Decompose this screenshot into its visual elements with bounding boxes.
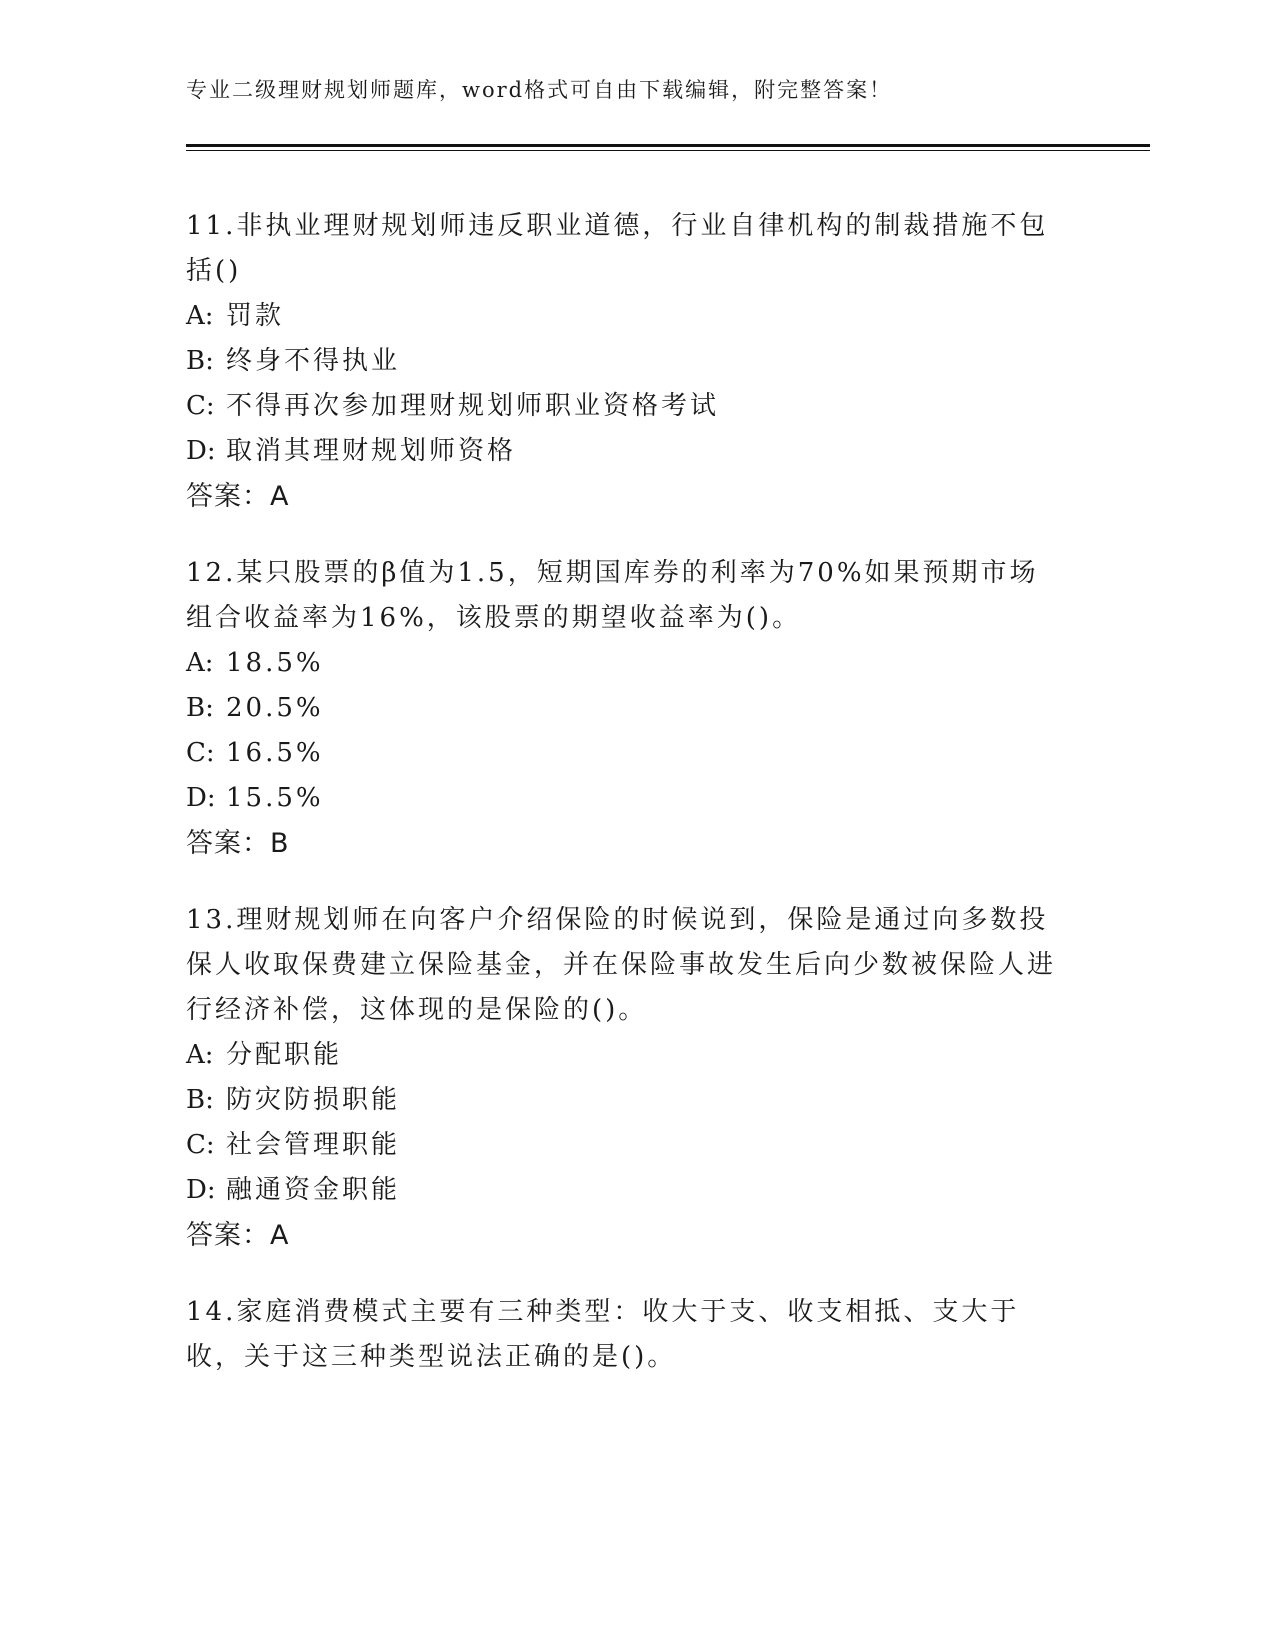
- option-text: 取消其理财规划师资格: [226, 436, 517, 466]
- option-a: [186, 641, 1066, 686]
- option-b: [186, 686, 1066, 731]
- page-header: 专业二级理财规划师题库，word格式可自由下载编辑，附完整答案！: [186, 78, 893, 102]
- option-text: 终身不得执业: [226, 346, 401, 376]
- question-stem: 12.某只股票的β值为1.5，短期国库券的利率为70%如果预期市场组合收益率为16%，该股票的期望收益率为()。: [186, 558, 1039, 633]
- option-b: [186, 1078, 1066, 1123]
- question-list: [186, 204, 1066, 1412]
- option-text: 融通资金职能: [226, 1175, 401, 1205]
- option-text: 防灾防损职能: [226, 1085, 401, 1115]
- option-d: [186, 776, 1066, 821]
- option-a: [186, 294, 1066, 339]
- option-letter: D:: [186, 436, 216, 466]
- option-letter: B:: [186, 1085, 214, 1115]
- option-b: [186, 339, 1066, 384]
- answer-line: 答案：A: [186, 1220, 290, 1251]
- option-letter: A:: [186, 301, 214, 331]
- header-rule-thick: [186, 144, 1150, 147]
- question-13: [186, 898, 1066, 1258]
- option-text: 罚款: [226, 301, 285, 331]
- question-stem: 14.家庭消费模式主要有三种类型：收大于支、收支相抵、支大于收，关于这三种类型说法正确的是()。: [186, 1297, 1020, 1372]
- question-14: [186, 1290, 1066, 1380]
- option-d: [186, 429, 1066, 474]
- option-c: [186, 731, 1066, 776]
- option-text: 16.5%: [226, 738, 324, 768]
- option-letter: D:: [186, 783, 216, 813]
- option-d: [186, 1168, 1066, 1213]
- option-c: [186, 384, 1066, 429]
- answer-line: 答案：B: [186, 828, 290, 859]
- option-text: 不得再次参加理财规划师职业资格考试: [226, 391, 720, 421]
- option-c: [186, 1123, 1066, 1168]
- answer-line: 答案：A: [186, 481, 290, 512]
- question-stem: 11.非执业理财规划师违反职业道德，行业自律机构的制裁措施不包括(): [186, 211, 1049, 286]
- header-rule-thin: [186, 150, 1150, 151]
- option-letter: A:: [186, 1040, 214, 1070]
- question-12: [186, 551, 1066, 866]
- option-text: 18.5%: [226, 648, 324, 678]
- option-letter: C:: [186, 391, 215, 421]
- option-letter: D:: [186, 1175, 216, 1205]
- option-letter: B:: [186, 346, 214, 376]
- question-stem: 13.理财规划师在向客户介绍保险的时候说到，保险是通过向多数投保人收取保费建立保险基金，并在保险事故发生后向少数被保险人进行经济补偿，这体现的是保险的()。: [186, 905, 1057, 1025]
- option-text: 社会管理职能: [226, 1130, 401, 1160]
- option-text: 20.5%: [226, 693, 324, 723]
- option-letter: A:: [186, 648, 214, 678]
- option-letter: C:: [186, 738, 215, 768]
- option-a: [186, 1033, 1066, 1078]
- question-11: [186, 204, 1066, 519]
- option-letter: B:: [186, 693, 214, 723]
- option-letter: C:: [186, 1130, 215, 1160]
- option-text: 分配职能: [226, 1040, 343, 1070]
- option-text: 15.5%: [226, 783, 324, 813]
